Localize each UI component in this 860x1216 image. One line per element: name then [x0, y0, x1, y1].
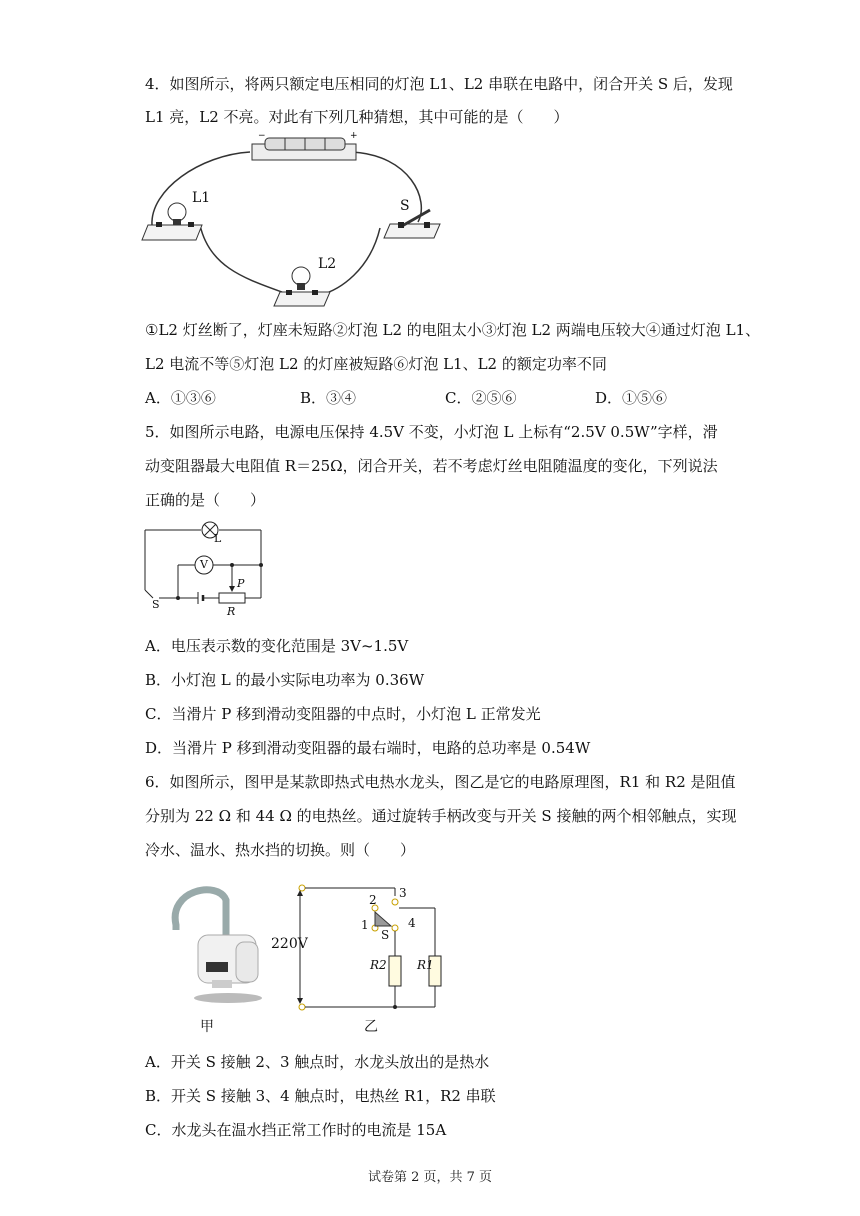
q5-option-d: D．当滑片 P 移到滑动变阻器的最右端时，电路的总功率是 0.54W	[145, 739, 591, 757]
l2-lamp	[274, 267, 330, 306]
q6-label-voltage: 220V	[271, 936, 308, 952]
q6-option-a: A．开关 S 接触 2、3 触点时，水龙头放出的是热水	[145, 1053, 490, 1071]
q5-stem-line-2: 动变阻器最大电阻值 R＝25Ω，闭合开关，若不考虑灯丝电阻随温度的变化，下列说法	[145, 457, 718, 475]
q5-stem-line-3: 正确的是（ ）	[145, 491, 266, 509]
q6-stem-line-2: 分别为 22 Ω 和 44 Ω 的电热丝。通过旋转手柄改变与开关 S 接触的两个相邻触点，实现	[145, 807, 737, 825]
q4-guesses-line-2: L2 电流不等⑤灯泡 L2 的灯座被短路⑥灯泡 L1、L2 的额定功率不同	[145, 355, 607, 373]
faucet-image	[158, 880, 268, 1005]
q5-option-a: A．电压表示数的变化范围是 3V~1.5V	[145, 637, 409, 655]
q5-label-l: L	[214, 532, 222, 545]
q6-label-r1: R1	[417, 958, 434, 972]
switch-s	[384, 210, 440, 238]
l1-lamp	[142, 203, 202, 240]
q4-label-s: S	[400, 198, 410, 214]
q6-label-contact-3: 3	[399, 886, 407, 900]
q4-guesses-line-1: ①L2 灯丝断了，灯座未短路②灯泡 L2 的电阻太小③灯泡 L2 两端电压较大④通过灯泡 L1、	[145, 321, 761, 339]
q6-label-contact-1: 1	[361, 918, 369, 932]
q4-option-d: D．①⑤⑥	[595, 389, 668, 407]
q6-label-s: S	[381, 928, 390, 942]
q4-label-l1: L1	[192, 190, 211, 206]
q5-label-s: S	[152, 598, 160, 611]
q6-option-c: C．水龙头在温水挡正常工作时的电流是 15A	[145, 1121, 447, 1139]
page-footer: 试卷第 2 页，共 7 页	[367, 1170, 493, 1185]
q4-option-a: A．①③⑥	[145, 389, 216, 407]
battery-box	[252, 131, 358, 160]
q6-stem-line-3: 冷水、温水、热水挡的切换。则（ ）	[145, 841, 416, 859]
q4-option-c: C．②⑤⑥	[445, 389, 517, 407]
q6-stem-line-1: 6．如图所示，图甲是某款即热式电热水龙头，图乙是它的电路原理图，R1 和 R2 是阻值	[145, 773, 736, 791]
svg-text:−: −	[258, 131, 266, 141]
q4-option-b: B．③④	[300, 389, 357, 407]
q5-label-r: R	[227, 605, 236, 618]
q4-label-l2: L2	[318, 256, 337, 272]
q6-label-r2: R2	[370, 958, 387, 972]
q5-label-v: V	[200, 558, 208, 571]
q5-option-c: C．当滑片 P 移到滑动变阻器的中点时，小灯泡 L 正常发光	[145, 705, 541, 723]
q5-option-b: B．小灯泡 L 的最小实际电功率为 0.36W	[145, 671, 425, 689]
q5-stem-line-1: 5．如图所示电路，电源电压保持 4.5V 不变，小灯泡 L 上标有“2.5V 0.5W”字样，滑	[145, 423, 718, 441]
q4-circuit-figure	[140, 130, 440, 310]
svg-text:+: +	[350, 131, 358, 141]
q6-label-contact-2: 2	[369, 893, 377, 907]
q4-stem-line-1: 4．如图所示，将两只额定电压相同的灯泡 L1、L2 串联在电路中，闭合开关 S 后，发现	[145, 75, 733, 93]
q6-label-jia: 甲	[200, 1019, 214, 1035]
q6-label-yi: 乙	[364, 1019, 378, 1035]
q4-stem-line-2: L1 亮，L2 不亮。对此有下列几种猜想，其中可能的是（ ）	[145, 108, 569, 126]
q6-label-contact-4: 4	[408, 916, 416, 930]
q6-option-b: B．开关 S 接触 3、4 触点时，电热丝 R1，R2 串联	[145, 1087, 496, 1105]
q5-label-p: P	[237, 577, 245, 590]
